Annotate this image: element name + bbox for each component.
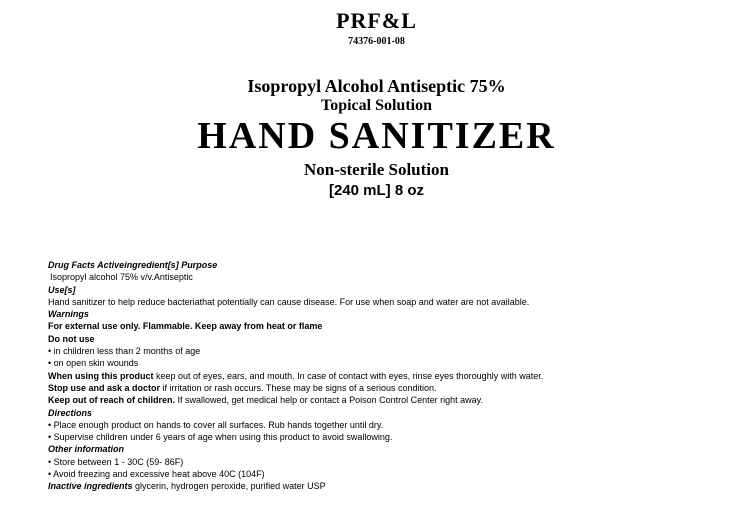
other-information-item: • Avoid freezing and excessive heat above 40C (104F) [48,469,265,480]
external-use-warning: For external use only. Flammable. Keep away from heat or flame [48,321,323,332]
inactive-ingredients-text: glycerin, hydrogen peroxide, purified water USP [132,481,326,492]
brand-name: PRF&L [336,8,417,33]
do-not-use-item: • in children less than 2 months of age [48,346,201,357]
active-ingredient-headline: Isopropyl Alcohol Antiseptic 75% [247,76,506,96]
directions-heading: Directions [48,407,93,418]
sterility-statement: Non-sterile Solution [304,160,449,179]
keep-out-text: If swallowed, get medical help or contact a Poison Control Center right away. [175,395,484,406]
stop-use-text: if irritation or rash occurs. These may be signs of a serious condition. [160,382,437,393]
do-not-use-heading: Do not use [48,333,95,344]
ndc-code: 74376-001-08 [348,36,405,47]
stop-use-line [48,382,748,394]
when-using-line [48,370,748,382]
uses-heading: Use[s] [48,284,76,295]
warnings-heading: Warnings [48,309,89,320]
other-information-heading: Other information [48,444,124,455]
inactive-ingredients-label: Inactive ingredients [48,481,133,492]
keep-out-line [48,394,748,406]
stop-use-label: Stop use and ask a doctor [48,382,161,393]
do-not-use-item: • on open skin wounds [48,358,139,369]
keep-out-label: Keep out of reach of children. [48,395,176,406]
product-title: HAND SANITIZER [197,115,556,157]
other-information-item: • Store between 1 - 30C (59- 86F) [48,456,184,467]
inactive-ingredients-line [48,480,748,492]
uses-text: Hand sanitizer to help reduce bacteriathat potentially can cause disease. For use when soap and water are not available. [48,296,530,307]
active-ingredient-line: Isopropyl alcohol 75% v/v.Antiseptic [50,272,193,283]
directions-item: • Supervise children under 6 years of age when using this product to avoid swallowing. [48,432,393,443]
drug-facts-title: Drug Facts Activeingredient[s] Purpose [48,260,218,270]
dosage-form-line: Topical Solution [320,97,432,114]
directions-item: • Place enough product on hands to cover all surfaces. Rub hands together until dry. [48,419,384,430]
when-using-label: When using this product [48,370,154,381]
net-volume: [240 mL] 8 oz [328,182,425,199]
when-using-text: keep out of eyes, ears, and mouth. In case of contact with eyes, rinse eyes thoroughly with water. [153,370,544,381]
drug-facts-panel [48,259,748,493]
